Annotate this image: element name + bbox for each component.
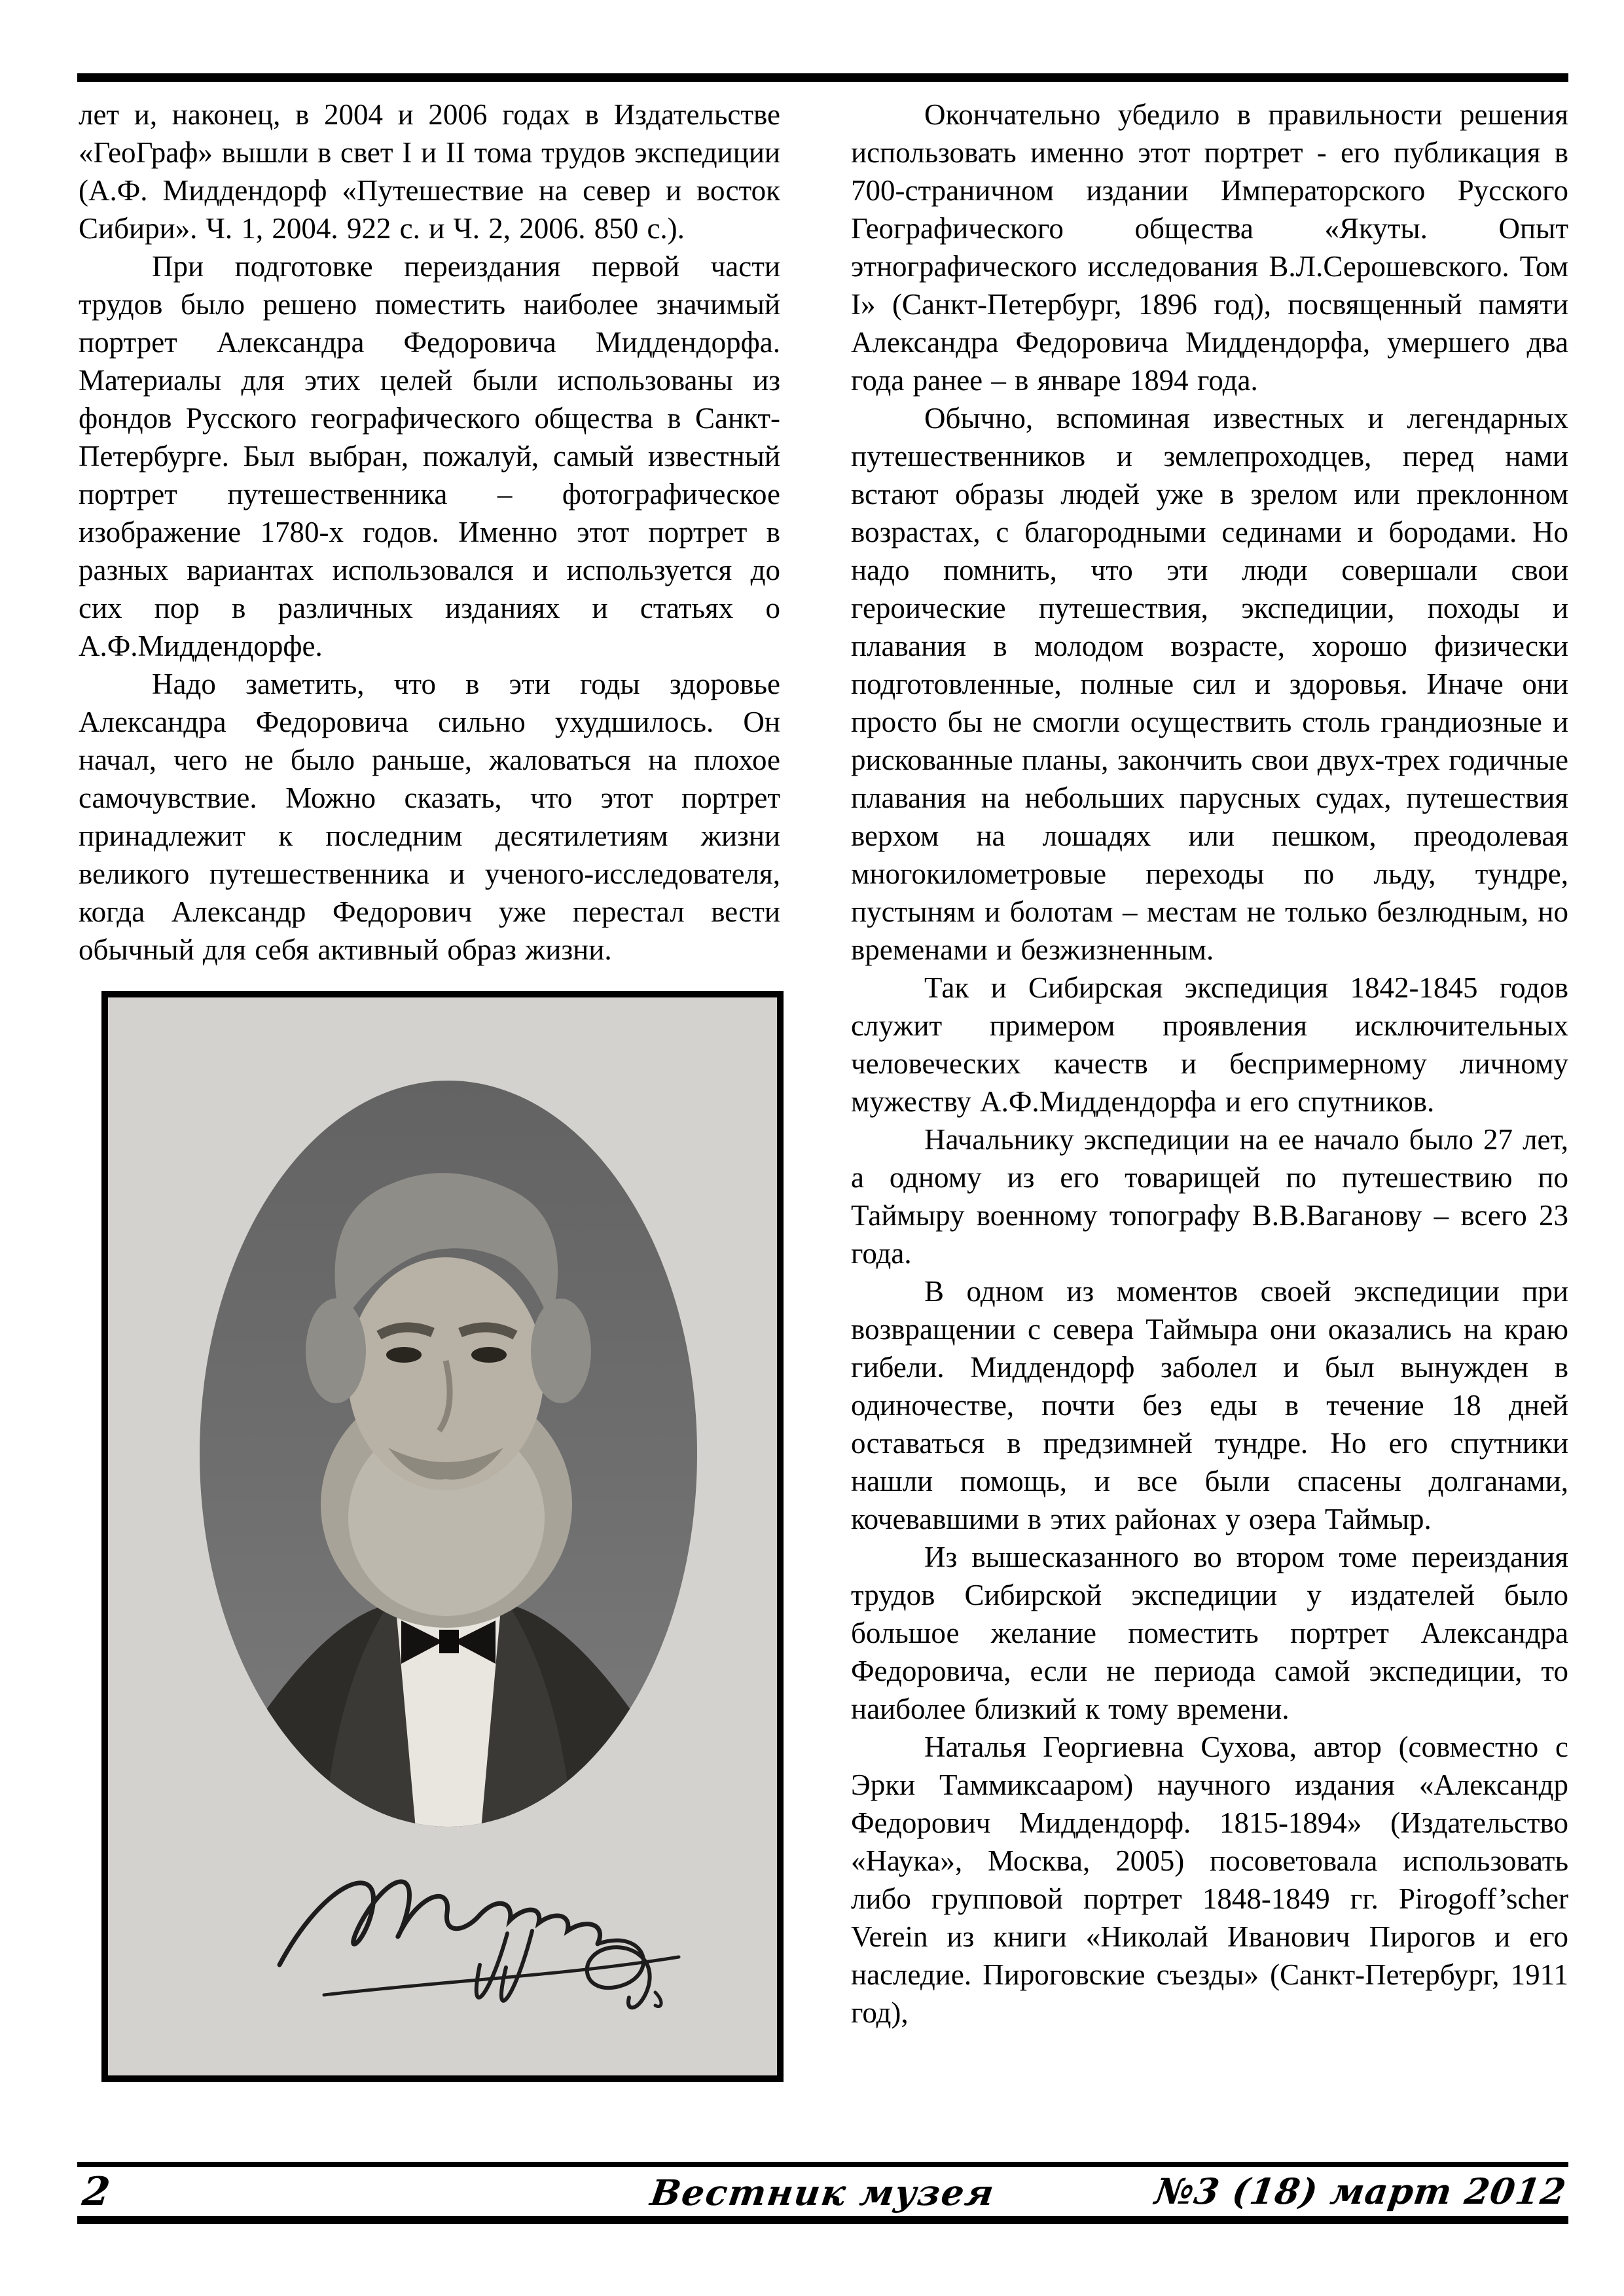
paragraph: Так и Сибирская экспедиция 1842-1845 годов служит примером проявления исключительных человеческих качеств и беспримерному личному мужеству А.Ф.Миддендорфа и его спутников. xyxy=(851,971,1568,1118)
right-column xyxy=(851,96,1568,2032)
issue-info: №3 (18) март 2012 xyxy=(1152,2170,1569,2212)
portrait-illustration xyxy=(108,997,777,2075)
paragraph: Обычно, вспоминая известных и легендарных путешественников и землепроходцев, перед нами встают образы людей уже в зрелом или преклонном возрастах, с благородными сединами и бородами. Но надо помнить, что эти люди совершали свои героические путешествия, экспедиции, походы и плавания в молодом возрасте, хорошо физически подготовленные, полные сил и здоровья. Иначе они просто бы не смогли осуществить столь грандиозные и рискованные планы, закончить свои двух-трех годичные плавания на небольших парусных судах, путешествия верхом на лошадях или пешком, преодолевая многокилометровые переходы по льду, тундре, пустыням и болотам – местам не только безлюдным, но временами и безжизненным. xyxy=(851,402,1568,966)
paragraph: При подготовке переиздания первой части трудов было решено поместить наиболее значимый портрет Александра Федоровича Миддендорфа. Материалы для этих целей были использованы из фондов Русского географического общества в Санкт-Петербурге. Был выбран, пожалуй, самый известный портрет путешественника – фотографическое изображение 1780-х годов. Именно этот портрет в разных вариантах использовался и используется до сих пор в различных изданиях и статьях о А.Ф.Миддендорфе. xyxy=(79,250,780,662)
paragraph: Начальнику экспедиции на ее начало было 27 лет, а одному из его товарищей по путешествию по Таймыру военному топографу В.В.Ваганову – всего 23 года. xyxy=(851,1123,1568,1270)
footer-bottom-rule xyxy=(77,2216,1568,2224)
paragraph: Из вышесказанного во втором томе переиздания трудов Сибирской экспедиции у издателей было большое желание поместить портрет Александра Федоровича, если не периода самой экспедиции, то наиболее близкий к тому времени. xyxy=(851,1541,1568,1725)
journal-title: Вестник музея xyxy=(647,2172,998,2214)
footer xyxy=(77,2169,1568,2215)
middendorf-portrait-photo xyxy=(101,991,784,2082)
footer-top-rule xyxy=(77,2162,1568,2167)
middendorf-signature xyxy=(280,1882,679,2008)
left-column xyxy=(79,96,780,2082)
paragraph: лет и, наконец, в 2004 и 2006 годах в Издательстве «ГеоГраф» вышли в свет I и II тома трудов экспедиции (А.Ф. Миддендорф «Путешествие на север и восток Сибири». Ч. 1, 2004. 922 с. и Ч. 2, 2006. 850 с.). xyxy=(79,98,780,245)
top-rule xyxy=(77,73,1568,82)
paragraph: В одном из моментов своей экспедиции при возвращении с севера Таймыра они оказались на краю гибели. Миддендорф заболел и был вынужден в одиночестве, почти без еды в течение 18 дней оставаться в предзимней тундре. Но его спутники нашли помощь, и все были спасены долганами, кочевавшими в этих районах у озера Таймыр. xyxy=(851,1275,1568,1535)
paragraph: Надо заметить, что в эти годы здоровье Александра Федоровича сильно ухудшилось. Он начал, чего не было раньше, жаловаться на плохое самочувствие. Можно сказать, что этот портрет принадлежит к последним десятилетиям жизни великого путешественника и ученого-исследователя, когда Александр Федорович уже перестал вести обычный для себя активный образ жизни. xyxy=(79,668,780,966)
paragraph: Окончательно убедило в правильности решения использовать именно этот портрет - его публикация в 700-страничном издании Императорского Русского Географического общества «Якуты. Опыт этнографического исследования В.Л.Серошевского. Том I» (Санкт-Петербург, 1896 год), посвященный памяти Александра Федоровича Миддендорфа, умершего два года ранее – в январе 1894 года. xyxy=(851,98,1568,397)
page-number: 2 xyxy=(80,2169,113,2215)
paragraph: Наталья Георгиевна Сухова, автор (совместно с Эрки Таммиксааром) научного издания «Александр Федорович Миддендорф. 1815-1894» (Издательство «Наука», Москва, 2005) посоветовала использовать либо групповой портрет 1848-1849 гг. Pirogoff’scher Verein из книги «Николай Иванович Пирогов и его наследие. Пироговские съезды» (Санкт-Петербург, 1911 год), xyxy=(851,1731,1568,2029)
